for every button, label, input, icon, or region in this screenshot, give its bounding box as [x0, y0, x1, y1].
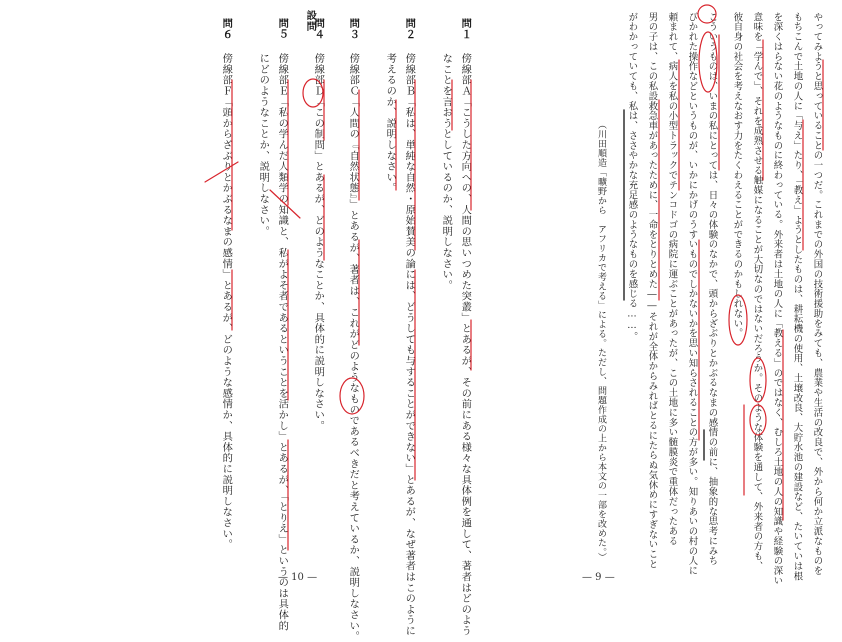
question-6-label: 問６ — [220, 18, 233, 40]
question-2-line-2: 考えるのか、説明しなさい。 — [384, 53, 397, 194]
question-5-line-2: にどのようなことか、説明しなさい。 — [257, 53, 270, 237]
question-4-line-1: 傍線部Ｄ「この制問」とあるが、どのようなことか、具体的に説明しなさい。 — [312, 53, 325, 431]
body-line-7: びかれた操作などというものが、いかにかげのうすいものでしかないかを思い知らされることの方が多い。知りあいの村の人に — [686, 12, 698, 576]
body-line-3: を深くはらない花のようなものに終わっている。外来者は土地の人に「教える」のではなく、むしろ土地の人の知識や経験の深い — [771, 12, 783, 586]
page-number-10: — 10 — — [278, 572, 318, 583]
question-4-label: 問４ — [312, 18, 325, 40]
body-line-6: こういうものは、いまの私にとっては、日々の体験のなかで、頭からざぶりとかぶるなまの感情の前に、抽象的な思考にみち — [706, 12, 718, 566]
question-2-label: 問２ — [403, 18, 416, 40]
question-6-line-1: 傍線部Ｆ「頭からざぶりとかぶるなまの感情」とあるが、どのような感情か、具体的に説明しなさい。 — [220, 53, 233, 550]
page-number-9: — 9 — — [582, 572, 615, 583]
source-citation: （川田順造「曠野から アフリカで考える」による。ただし、問題作成の上から本文の一部を改めた。） — [596, 120, 606, 562]
question-3-label: 問３ — [347, 18, 360, 40]
body-line-2: もちこんで土地の人に「与え」たり、「教え」ようとしたものは、耕耘機の使用、土壌改良、大貯水池の建設など、たいていは根 — [791, 12, 803, 581]
body-line-8: 頼まれて、病人を私の小型トラックでテンコドゴの病院に運ぶことがあったが、この土地に多い髄膜炎で重体だったある — [666, 12, 678, 547]
body-line-5: 彼自身の社会を考えなおす力をたくわえることができるのかもしれない。 — [731, 12, 743, 339]
body-line-9: 男の子は、この私設救急車があったために、一命をとりとめた――それが全体からみればとるにたらぬ気休めにすぎないこと — [646, 12, 658, 570]
question-5-line-1: 傍線部Ｅ「私の学んだ人類学の知識と、私がよそ者であるということを活かし」とあるが、「とりえ」というのは具体的 — [276, 53, 289, 632]
section-heading: 設問 — [304, 10, 317, 32]
question-2-line-1: 傍線部Ｂ「私は、単純な自然・原始賛美の論には、どうしても与することができない」とあるが、なぜ著者はこのように — [403, 53, 416, 637]
question-1-line-2: なことを言おうとしているのか、説明しなさい。 — [440, 53, 453, 291]
body-line-1: やってみようと思っていることの一つだ。これまでの外国の技術援助をみても、農業や生活の改良で、外から何か立派なものを — [811, 12, 823, 576]
question-5-label: 問５ — [276, 18, 289, 40]
question-1-label: 問１ — [459, 18, 472, 40]
body-line-4: 意味を「学んで」、それを成熟させる触媒になることが大切なのではないだろうか。そのような体験を通して、外来者の方も、 — [751, 12, 763, 572]
question-3-line-1: 傍線部Ｃ「人間の『自然状態』」とあるが、著者は、これがどのようなものであるべきだと考えているか、説明しなさい。 — [347, 53, 360, 642]
body-line-10: がわかっていても、私は、ささやかな充足感のようなものを感じる……。 — [626, 12, 638, 342]
question-1-line-1: 傍線部Ａ「こうした方向への、人間の思いつめた突叢」とあるが、その前にある様々な具体例を通して、著者はどのよう — [459, 53, 472, 637]
